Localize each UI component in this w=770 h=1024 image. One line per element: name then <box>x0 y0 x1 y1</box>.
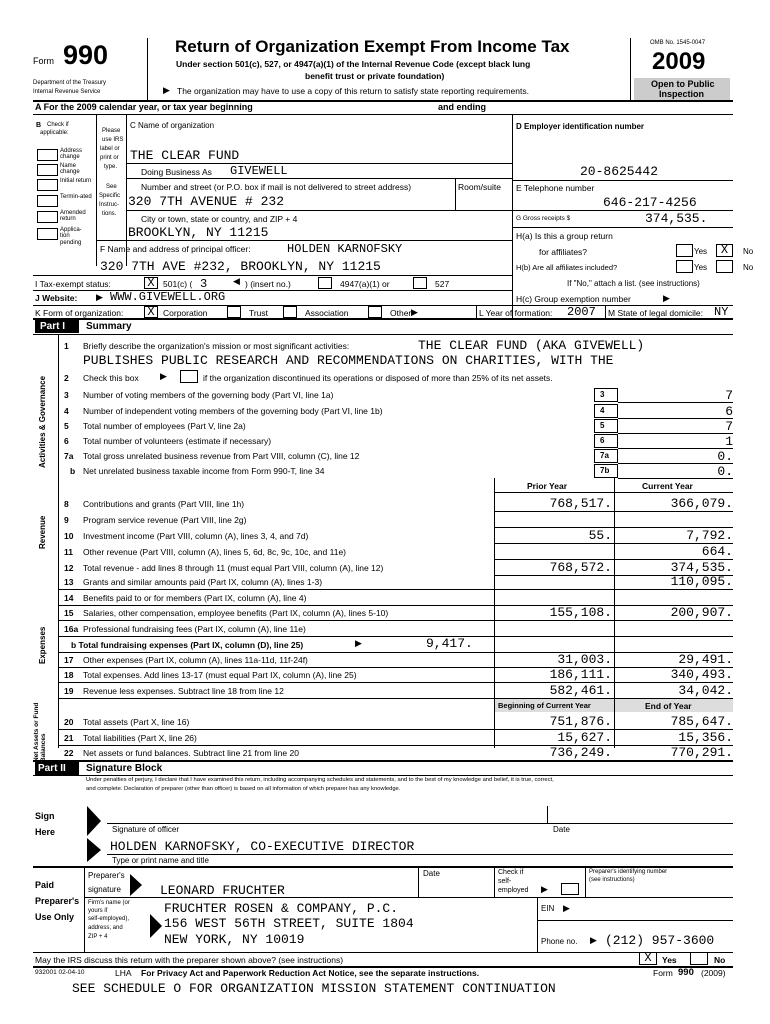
name-change-label: Name change <box>60 163 80 176</box>
line-number: 5 <box>64 421 69 431</box>
gov-line-box-number: 7a <box>600 451 609 460</box>
discuss-yes-label: Yes <box>662 955 677 965</box>
initial-return-label: Initial return <box>60 178 92 184</box>
line-a-label: A For the 2009 calendar year, or tax year beginning <box>35 102 253 112</box>
fin-line-label: Program service revenue (Part VIII, line 2g) <box>83 515 247 525</box>
fin-line-rule <box>494 511 733 512</box>
arrow-left-icon: ◀ <box>233 276 240 286</box>
arrow-icon: ▶ <box>163 85 170 95</box>
h-a-label: H(a) Is this a group return <box>516 231 613 241</box>
room-suite-label: Room/suite <box>458 182 501 192</box>
section-d-label: D Employer identification number <box>516 122 645 131</box>
applicable: applicable: <box>40 130 69 136</box>
street-label: Number and street (or P.O. box if mail is not delivered to street address) <box>141 182 412 192</box>
gov-line-label: Number of voting members of the governing body (Part VI, line 1a) <box>83 390 334 400</box>
officer-signature-field[interactable] <box>108 808 538 822</box>
line-number: 20 <box>64 717 74 727</box>
lha-label: LHA <box>115 968 132 978</box>
employed-label: employed <box>498 887 529 894</box>
trust-checkbox[interactable] <box>227 306 241 318</box>
dba-name[interactable]: GIVEWELL <box>230 164 288 178</box>
self-employed-checkbox[interactable] <box>561 883 579 895</box>
gov-line-box-number: 3 <box>600 390 605 399</box>
fin-line-rule <box>58 745 733 746</box>
footer-form-year: (2009) <box>701 968 726 978</box>
hb-yes-checkbox[interactable] <box>676 260 693 273</box>
fin-line-rule <box>58 620 733 621</box>
current-year-header: Current Year <box>642 481 693 491</box>
firm-label-line: ZIP + 4 <box>88 934 108 940</box>
please-line: type. <box>104 164 118 170</box>
hb-no-checkbox[interactable] <box>716 260 733 273</box>
fin-line-rule <box>494 543 733 544</box>
association-label: Association <box>305 308 349 318</box>
form-subtitle-2: benefit trust or private foundation) <box>305 71 445 81</box>
fin-line-label: Net assets or fund balances. Subtract line 21 from line 20 <box>83 748 299 758</box>
use-only-label: Use Only <box>35 912 75 922</box>
application-pending-label: Applica-tion pending <box>60 227 82 246</box>
please-line: use IRS <box>102 137 124 143</box>
line-number: 10 <box>64 531 74 541</box>
trust-label: Trust <box>249 308 269 318</box>
line-2-text: if the organization discontinued its operations or disposed of more than 25% of its net assets. <box>203 373 553 383</box>
fin-line-label: Investment income (Part VIII, column (A), lines 3, 4, and 7d) <box>83 531 309 541</box>
please-line: See <box>106 184 117 190</box>
terminated-label: Termin-ated <box>60 194 92 200</box>
gov-line-box-number: 5 <box>600 421 605 430</box>
ha-yes-checkbox[interactable] <box>676 244 693 257</box>
side-label-activities: Activities & Governance <box>38 375 47 468</box>
please-line: tions. <box>102 211 117 217</box>
part-i-tag: Part I <box>40 321 66 332</box>
fin-line-label: Total assets (Part X, line 16) <box>83 717 190 727</box>
line-number: 2 <box>64 373 69 383</box>
omb-number: OMB No. 1545-0047 <box>650 40 706 46</box>
pin-label-1: Preparer's identifying number <box>589 869 668 875</box>
arrow-icon: ▶ <box>96 292 103 302</box>
preparer-phone[interactable]: (212) 957-3600 <box>605 933 715 948</box>
firm-arrow-icon <box>150 914 164 938</box>
discuss-label: May the IRS discuss this return with the preparer shown above? (see instructions) <box>35 955 344 965</box>
discuss-no-checkbox[interactable] <box>690 952 708 965</box>
corporation-label: Corporation <box>163 308 208 318</box>
preparer-name[interactable]: LEONARD FRUCHTER <box>160 883 285 898</box>
fin-line-label: Salaries, other compensation, employee benefits (Part IX, column (A), lines 5-10) <box>83 608 389 618</box>
current-year-value[interactable]: 7,792. <box>686 528 733 543</box>
discontinued-checkbox[interactable] <box>180 370 198 383</box>
please-line: label or <box>100 146 120 152</box>
firm-label-line: address, and <box>88 925 123 931</box>
gov-line-value[interactable]: 1 <box>725 434 733 449</box>
current-year-value[interactable]: 29,491. <box>678 652 733 667</box>
line-j-label: J Website: <box>35 293 78 303</box>
address-change-label: Address change <box>60 148 83 161</box>
gov-line-box <box>594 434 618 448</box>
telephone[interactable]: 646-217-4256 <box>603 195 697 210</box>
527-label: 527 <box>435 279 450 289</box>
prior-year-value[interactable]: 155,108. <box>549 605 612 620</box>
501c-number[interactable]: 3 <box>200 277 208 291</box>
firm-ein-label: EIN <box>541 904 555 913</box>
section-c-label: C Name of organization <box>130 121 215 130</box>
mission-1[interactable]: THE CLEAR FUND (AKA GIVEWELL) <box>418 338 645 353</box>
h-a-label-2: for affiliates? <box>539 247 588 257</box>
gov-line-rule <box>618 463 733 464</box>
form-word: Form <box>33 56 54 66</box>
gov-line-rule <box>618 478 733 479</box>
prior-year-value[interactable]: 768,517. <box>549 496 612 511</box>
line-number: 18 <box>64 670 74 680</box>
signature-officer-label: Signature of officer <box>112 825 180 834</box>
please-line: Please <box>102 128 121 134</box>
gov-line-label: Total gross unrelated business revenue from Part VIII, column (C), line 12 <box>83 451 360 461</box>
fin-line-rule <box>58 729 733 730</box>
privacy-notice: For Privacy Act and Paperwork Reduction Act Notice, see the separate instructions. <box>141 968 480 978</box>
line-number: 15 <box>64 608 74 618</box>
arrow-icon: ▶ <box>411 307 418 317</box>
line-16b-value[interactable]: 9,417. <box>426 636 473 651</box>
gov-line-rule <box>618 402 733 403</box>
officer-name-title[interactable]: HOLDEN KARNOFSKY, CO-EXECUTIVE DIRECTOR <box>110 839 415 854</box>
line-number: 13 <box>64 577 74 587</box>
line-number: 8 <box>64 499 69 509</box>
fin-line-rule <box>58 682 733 683</box>
firm-label-line: Firm's name (or <box>88 900 130 906</box>
current-year-value[interactable]: 770,291. <box>670 745 733 760</box>
prior-year-value[interactable]: 55. <box>588 528 612 543</box>
arrow-icon: ▶ <box>355 638 362 648</box>
gross-receipts[interactable]: 374,535. <box>645 211 708 226</box>
name-change-checkbox[interactable] <box>37 164 58 176</box>
current-year-value[interactable]: 34,042. <box>678 683 733 698</box>
firm-name[interactable]: FRUCHTER ROSEN & COMPANY, P.C. <box>164 901 399 916</box>
line-number: 16a <box>64 624 79 634</box>
date-label: Date <box>423 869 440 878</box>
fin-line-rule <box>58 667 733 668</box>
fin-line-label: Revenue less expenses. Subtract line 18 from line 12 <box>83 686 284 696</box>
form-code: 932001 02-04-10 <box>35 969 85 976</box>
principal-officer-name[interactable]: HOLDEN KARNOFSKY <box>287 242 403 256</box>
part-ii-tag: Part II <box>38 763 66 774</box>
line-number: 12 <box>64 563 74 573</box>
line-1-label: Briefly describe the organization's mission or most significant activities: <box>83 341 350 351</box>
and-ending: and ending <box>438 102 486 112</box>
current-year-value[interactable]: 110,095. <box>670 574 733 589</box>
state-domicile[interactable]: NY <box>714 305 729 319</box>
eoy-header: End of Year <box>645 701 692 711</box>
gov-line-rule <box>618 433 733 434</box>
4947-label: 4947(a)(1) or <box>340 279 390 289</box>
schedule-o-continuation: SEE SCHEDULE O FOR ORGANIZATION MISSION STATEMENT CONTINUATION <box>72 981 556 996</box>
line-k-label: K Form of organization: <box>35 308 124 318</box>
part-ii-title: Signature Block <box>86 763 163 774</box>
4947-checkbox[interactable] <box>318 277 332 289</box>
h-c-label: H(c) Group exemption number <box>516 294 631 304</box>
association-checkbox[interactable] <box>283 306 297 318</box>
line-number: 14 <box>64 593 74 603</box>
city-state-zip[interactable]: BROOKLYN, NY 11215 <box>128 225 269 240</box>
current-year-value[interactable]: 340,493. <box>670 667 733 682</box>
yes-label: Yes <box>694 263 708 272</box>
line-l-label: L Year of formation: <box>479 308 553 318</box>
gov-line-value[interactable]: 6 <box>725 404 733 419</box>
footer-form-number: 990 <box>678 967 694 978</box>
open-public: Open to Public <box>651 79 715 89</box>
gov-line-rule <box>618 418 733 419</box>
prior-year-value[interactable]: 751,876. <box>549 714 612 729</box>
line-2-label: Check this box <box>83 373 139 383</box>
application-pending-checkbox[interactable] <box>37 228 58 240</box>
paid-label: Paid <box>35 880 55 890</box>
fin-line-label: Grants and similar amounts paid (Part IX, column (A), lines 1-3) <box>83 577 323 587</box>
prior-year-value[interactable]: 15,627. <box>557 730 612 745</box>
discuss-no-label: No <box>714 955 726 965</box>
mission-2[interactable]: PUBLISHES PUBLIC RESEARCH AND RECOMMENDATIONS ON CHARITIES, WITH THE <box>83 353 614 368</box>
form-notice: The organization may have to use a copy of this return to satisfy state reporting requirements. <box>177 86 529 96</box>
preparer-arrow-icon <box>130 874 144 896</box>
sign-label: Sign <box>35 811 55 821</box>
gov-line-value[interactable]: 7 <box>725 419 733 434</box>
arrow-icon: ▶ <box>160 371 167 381</box>
line-number: 21 <box>64 733 74 743</box>
fin-line-label: Total expenses. Add lines 13-17 (must equal Part IX, column (A), line 25) <box>83 670 357 680</box>
prior-year-value[interactable]: 31,003. <box>557 652 612 667</box>
name-arrow-icon <box>87 838 103 862</box>
preparer-sig-label-1: Preparer's <box>88 871 125 880</box>
side-label-net-assets: Net Assets or Fund Balances <box>33 702 47 762</box>
501c-checkbox[interactable]: X <box>144 277 158 289</box>
fin-line-label: Other revenue (Part VIII, column (A), lines 5, 6d, 8c, 9c, 10c, and 11e) <box>83 547 346 557</box>
boy-header: Beginning of Current Year <box>498 701 591 710</box>
firm-street[interactable]: 156 WEST 56TH STREET, SUITE 1804 <box>164 916 414 931</box>
street-address[interactable]: 320 7TH AVENUE # 232 <box>128 194 285 209</box>
org-name[interactable]: THE CLEAR FUND <box>130 148 240 163</box>
please-line: print or <box>100 155 119 161</box>
prior-year-value[interactable]: 736,249. <box>549 745 612 760</box>
line-i-label: I Tax-exempt status: <box>35 279 111 289</box>
fin-line-rule <box>58 636 733 637</box>
check-if-label: Check if <box>498 869 524 876</box>
address-change-checkbox[interactable] <box>37 149 58 161</box>
check-if: Check if <box>47 122 69 128</box>
other-checkbox[interactable] <box>368 306 382 318</box>
line-number: 4 <box>64 406 69 416</box>
gov-line-value[interactable]: 0. <box>717 449 733 464</box>
ein[interactable]: 20-8625442 <box>580 164 659 179</box>
ha-no-checkbox[interactable]: X <box>716 244 733 257</box>
part-i-title: Summary <box>86 321 132 332</box>
date-label: Date <box>553 825 570 834</box>
footer-form-word: Form <box>653 968 673 978</box>
line-number: b <box>70 466 76 476</box>
line-number: 7a <box>64 451 74 461</box>
irs: Internal Revenue Service <box>33 89 101 95</box>
line-number: 11 <box>64 547 73 557</box>
current-year-value[interactable]: 200,907. <box>670 605 733 620</box>
phone-no-label: Phone no. <box>541 937 578 946</box>
please-line: Instruc- <box>99 202 120 208</box>
fin-line-label: Professional fundraising fees (Part IX, column (A), line 11e) <box>83 624 306 634</box>
terminated-checkbox[interactable] <box>37 195 58 207</box>
perjury-2: and complete. Declaration of preparer (other than officer) is based on all information of which preparer has any knowledge. <box>86 786 401 792</box>
gov-line-box <box>594 419 618 433</box>
arrow-icon: ▶ <box>663 293 670 303</box>
gov-line-label: Total number of employees (Part V, line 2a) <box>83 421 246 431</box>
line-number: 19 <box>64 686 74 696</box>
current-year-value[interactable]: 664. <box>701 544 733 559</box>
corporation-checkbox[interactable]: X <box>144 306 158 318</box>
arrow-icon: ▶ <box>590 935 597 945</box>
side-label-revenue: Revenue <box>38 515 47 549</box>
gov-line-label: Number of independent voting members of the governing body (Part VI, line 1b) <box>83 406 383 416</box>
initial-return-checkbox[interactable] <box>37 179 58 191</box>
perjury-1: Under penalties of perjury, I declare that I have examined this return, including accompanying schedules and statements, and to the best of my knowledge and belief, it is true, correct, <box>86 777 554 783</box>
prior-year-header: Prior Year <box>527 481 568 491</box>
amended-return-label: Amended return <box>60 210 86 223</box>
firm-label-line: yours if <box>88 908 108 914</box>
no-label: No <box>743 247 754 256</box>
dept-treasury: Department of the Treasury <box>33 80 107 86</box>
other-label: Other <box>390 308 412 318</box>
line-16b-label: b Total fundraising expenses (Part IX, column (D), line 25) <box>71 640 304 650</box>
current-year-value[interactable]: 366,079. <box>670 496 733 511</box>
inspection: Inspection <box>659 89 705 99</box>
line-number: 22 <box>64 748 74 758</box>
principal-officer-address[interactable]: 320 7TH AVE #232, BROOKLYN, NY 11215 <box>100 259 381 274</box>
current-year-value[interactable]: 785,647. <box>670 714 733 729</box>
city-label: City or town, state or country, and ZIP + 4 <box>141 214 298 224</box>
section-g-label: G Gross receipts $ <box>516 215 571 222</box>
prior-year-value[interactable]: 582,461. <box>549 683 612 698</box>
gov-line-box-number: 6 <box>600 436 605 445</box>
fin-line-label: Contributions and grants (Part VIII, line 1h) <box>83 499 245 509</box>
gov-line-value[interactable]: 7 <box>725 388 733 403</box>
preparers-label: Preparer's <box>35 896 80 906</box>
gov-line-box <box>594 388 618 402</box>
firm-city[interactable]: NEW YORK, NY 10019 <box>164 932 305 947</box>
line-number: 3 <box>64 390 69 400</box>
gov-line-label: Net unrelated business taxable income from Form 990-T, line 34 <box>83 466 325 476</box>
yes-label: Yes <box>694 247 708 256</box>
discuss-yes-checkbox[interactable]: X <box>639 952 657 965</box>
line-number: 6 <box>64 436 69 446</box>
gov-line-label: Total number of volunteers (estimate if necessary) <box>83 436 272 446</box>
fin-line-rule <box>58 605 733 606</box>
form-number: 990 <box>63 40 109 70</box>
gov-line-box <box>594 404 618 418</box>
preparer-sig-label-2: signature <box>88 885 121 894</box>
form-subtitle-1: Under section 501(c), 527, or 4947(a)(1) of the Internal Revenue Code (except black lung <box>176 59 531 69</box>
gov-line-rule <box>618 448 733 449</box>
please-line: Specific <box>99 193 121 199</box>
pin-label-2: (see instructions) <box>589 877 635 883</box>
website[interactable]: WWW.GIVEWELL.ORG <box>110 290 226 304</box>
type-print-label: Type or print name and title <box>112 856 209 865</box>
firm-label-line: self-employed), <box>88 916 130 922</box>
section-b-label: B <box>36 122 42 129</box>
side-label-expenses: Expenses <box>38 626 47 664</box>
here-label: Here <box>35 827 56 837</box>
current-year-value[interactable]: 374,535. <box>670 560 733 575</box>
arrow-icon: ▶ <box>563 903 570 913</box>
fin-line-label: Benefits paid to or for members (Part IX, column (A), line 4) <box>83 593 307 603</box>
arrow-icon: ▶ <box>541 884 548 894</box>
current-year-value[interactable]: 15,356. <box>678 730 733 745</box>
gov-line-value[interactable]: 0. <box>717 464 733 479</box>
line-number: 17 <box>64 655 74 665</box>
no-label: No <box>743 263 754 272</box>
line-number: 1 <box>64 341 69 351</box>
h-b-note: If "No," attach a list. (see instructions) <box>567 279 700 288</box>
amended-return-checkbox[interactable] <box>37 211 58 223</box>
line-number: 9 <box>64 515 69 525</box>
year-formation[interactable]: 2007 <box>567 305 596 319</box>
prior-year-value[interactable]: 186,111. <box>549 667 612 682</box>
prior-year-value[interactable]: 768,572. <box>549 560 612 575</box>
tax-year: 2009 <box>652 48 706 75</box>
527-checkbox[interactable] <box>413 277 427 289</box>
fin-line-rule <box>58 589 733 590</box>
h-b-label: H(b) Are all affiliates included? <box>516 263 618 272</box>
fin-line-label: Total revenue - add lines 8 through 11 (must equal Part VIII, column (A), line 12) <box>83 563 384 573</box>
insert-no-label: ) (insert no.) <box>245 279 291 289</box>
501c-label: 501(c) ( <box>163 279 193 289</box>
fin-line-label: Total liabilities (Part X, line 26) <box>83 733 197 743</box>
form-title: Return of Organization Exempt From Income Tax <box>175 37 570 56</box>
line-m-label: M State of legal domicile: <box>608 308 703 318</box>
sign-arrow-icon <box>87 806 103 836</box>
fin-line-label: Other expenses (Part IX, column (A), lines 11a-11d, 11f-24f) <box>83 655 308 665</box>
section-e-label: E Telephone number <box>516 183 595 193</box>
gov-line-box-number: 4 <box>600 406 605 415</box>
self-label: self- <box>498 878 512 885</box>
section-f-label: F Name and address of principal officer: <box>100 244 251 254</box>
dba-label: Doing Business As <box>141 167 212 177</box>
gov-line-box-number: 7b <box>600 466 610 475</box>
